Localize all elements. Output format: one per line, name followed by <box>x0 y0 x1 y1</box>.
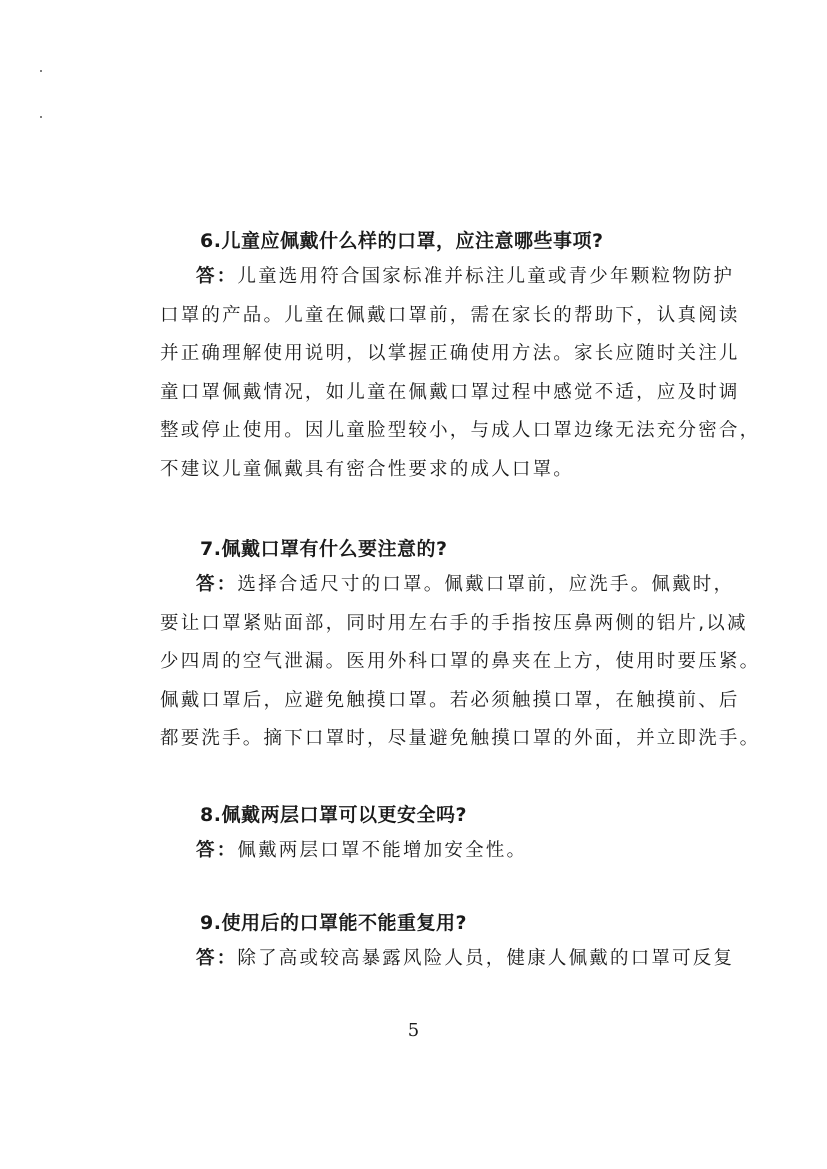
qa-section-9 <box>160 910 750 979</box>
page-number: 5 <box>407 1020 420 1041</box>
qa-section-6 <box>160 228 761 490</box>
answer-label: 答： <box>196 574 238 595</box>
answer-line: 口罩的产品。儿童在佩戴口罩前，需在家长的帮助下，认真阅读 <box>160 304 740 326</box>
answer-line: 不建议儿童佩戴具有密合性要求的成人口罩。 <box>160 458 575 480</box>
answer-line: 佩戴口罩后，应避免触摸口罩。若必须触摸口罩，在触摸前、后 <box>160 689 740 711</box>
answer-paragraph <box>160 258 761 490</box>
answer-label: 答： <box>196 840 238 861</box>
answer-label: 答： <box>196 948 238 969</box>
answer-line: 儿童选用符合国家标准并标注儿童或青少年颗粒物防护 <box>237 266 735 287</box>
question-heading: 8.佩戴两层口罩可以更安全吗? <box>200 804 467 826</box>
answer-line: 少四周的空气泄漏。医用外科口罩的鼻夹在上方，使用时要压紧。 <box>160 651 761 673</box>
answer-line: 要让口罩紧贴面部，同时用左右手的手指按压鼻两侧的铝片,以减 <box>160 612 748 634</box>
question-heading: 6.儿童应佩戴什么样的口罩，应注意哪些事项? <box>200 230 604 252</box>
answer-line: 选择合适尺寸的口罩。佩戴口罩前，应洗手。佩戴时， <box>237 574 735 595</box>
question-heading: 7.佩戴口罩有什么要注意的? <box>200 538 448 560</box>
answer-line: 整或停止使用。因儿童脸型较小，与成人口罩边缘无法充分密合， <box>160 420 761 442</box>
question-heading: 9.使用后的口罩能不能重复用? <box>200 912 467 934</box>
answer-paragraph <box>160 832 750 871</box>
qa-section-8 <box>160 802 750 871</box>
answer-paragraph <box>160 940 750 979</box>
answer-line: 并正确理解使用说明，以掌握正确使用方法。家长应随时关注儿 <box>160 343 740 365</box>
scan-speck <box>40 116 42 118</box>
scan-speck <box>40 70 42 72</box>
answer-line: 都要洗手。摘下口罩时，尽量避免触摸口罩的外面，并立即洗手。 <box>160 728 761 750</box>
answer-line: 童口罩佩戴情况，如儿童在佩戴口罩过程中感觉不适，应及时调 <box>160 381 740 403</box>
answer-line: 除了高或较高暴露风险人员，健康人佩戴的口罩可反复 <box>237 948 735 969</box>
answer-line: 佩戴两层口罩不能增加安全性。 <box>237 840 528 861</box>
qa-section-7 <box>160 536 761 759</box>
answer-label: 答： <box>196 266 238 287</box>
answer-paragraph <box>160 566 761 759</box>
